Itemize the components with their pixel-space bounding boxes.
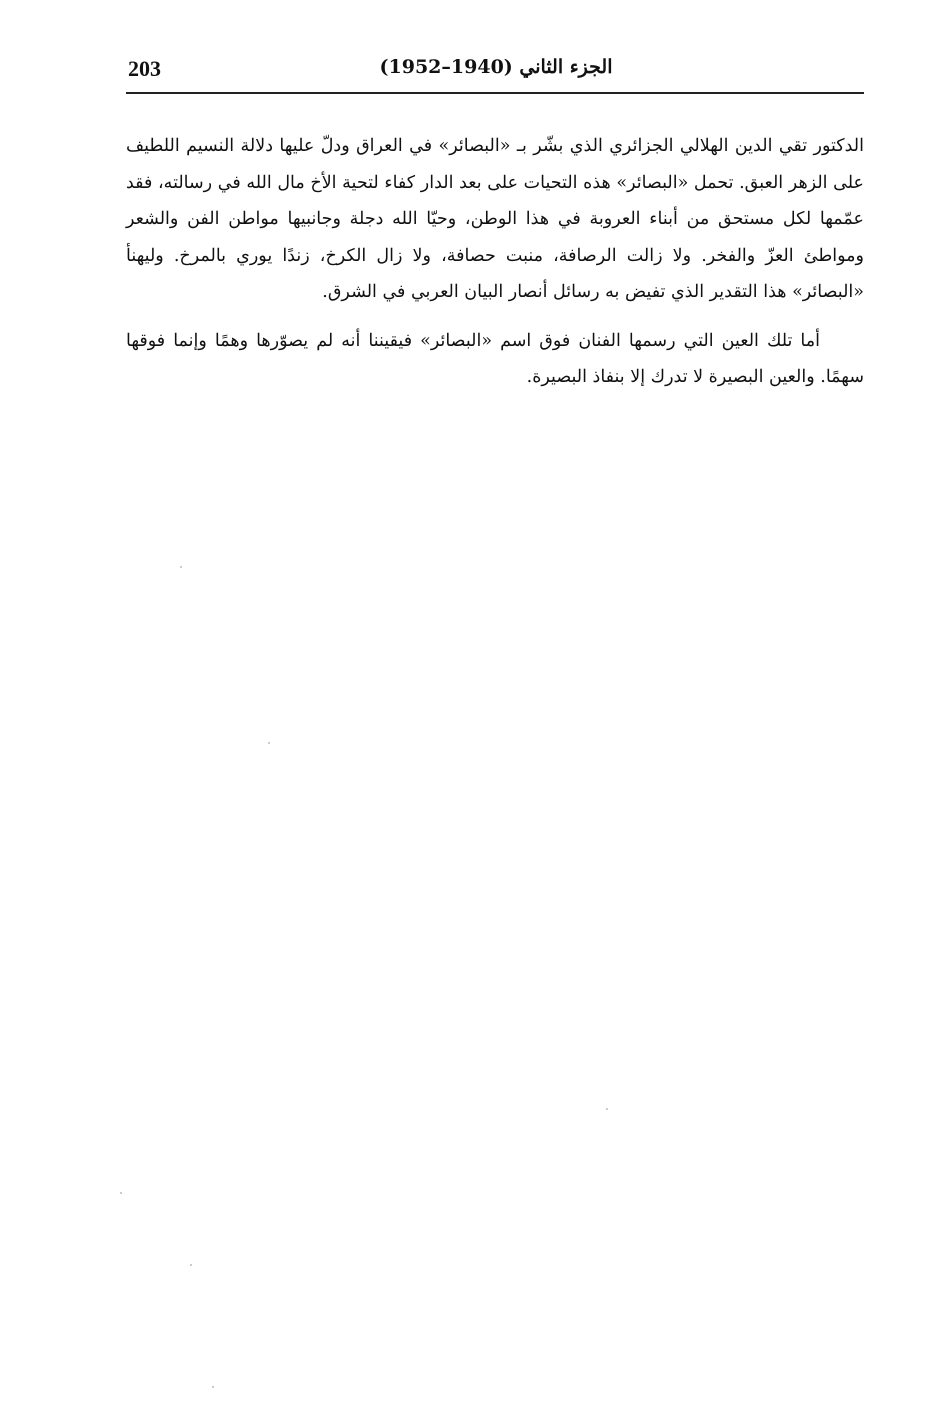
paragraph-2: أما تلك العين التي رسمها الفنان فوق اسم «البصائر» فيقيننا أنه لم يصوّرها وهمًا وإنما فوقها سهمًا. والعين البصيرة لا تدرك إلا بنفاذ البصيرة. [126,330,864,387]
header-rule [126,92,864,94]
scan-speck [606,1108,608,1110]
scan-speck [268,742,270,744]
running-title: الجزء الثاني (1940–1952) [379,56,613,78]
scan-speck [120,1192,122,1194]
page-header [126,56,864,90]
page-number: 203 [128,56,161,81]
scan-speck [190,1264,192,1266]
paragraph-1: الدكتور تقي الدين الهلالي الجزائري الذي بشّر بـ «البصائر» في العراق ودلّ عليها دلالة النسيم اللطيف على الزهر العبق. تحمل «البصائر» هذه التحيات على بعد الدار كفاء لتحية الأخ مال الله في رسالته، فقد عمّمها لكل مستحق من أبناء العروبة في هذا الوطن، وحيّا الله دجلة وجانبيها مواطن الفن والشعر ومواطئ العزّ والفخر. ولا زالت الرصافة، منبت حصافة، ولا زال الكرخ، زندًا يوري بالمرخ. وليهنأ «البصائر» هذا التقدير الذي تفيض به رسائل أنصار البيان العربي في الشرق. [126,136,864,302]
body-text [126,128,864,396]
scan-speck [212,1386,214,1388]
scan-speck [180,566,182,568]
